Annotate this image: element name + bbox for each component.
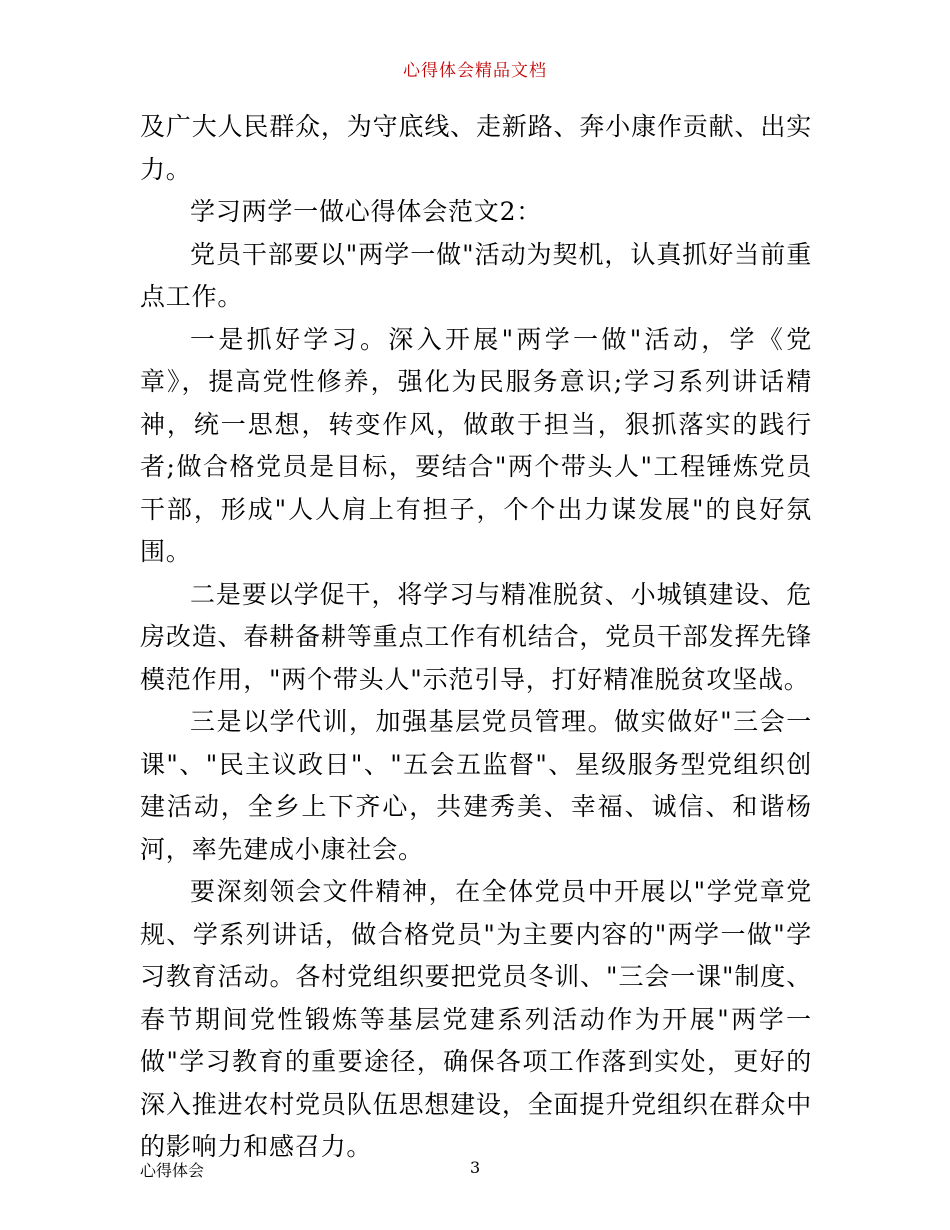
document-body xyxy=(140,106,812,1169)
page-number: 3 xyxy=(470,1158,481,1177)
document-header-title: 心得体会精品文档 xyxy=(403,61,547,81)
paragraph-section-heading: 学习两学一做心得体会范文2： xyxy=(190,197,543,226)
paragraph-continuation: 及广大人民群众，为守底线、走新路、奔小康作贡献、出实力。 xyxy=(140,112,812,184)
paragraph-point-one: 一是抓好学习。深入开展"两学一做"活动，学《党章》，提高党性修养，强化为民服务意识;学习系列讲话精神，统一思想，转变作风，做敢于担当，狠抓落实的践行者;做合格党员是目标，要结合"两个带头人"工程锤炼党员干部，形成"人人肩上有担子，个个出力谋发展"的良好氛围。 xyxy=(140,324,812,566)
paragraph-conclusion: 要深刻领会文件精神，在全体党员中开展以"学党章党规、学系列讲话，做合格党员"为主要内容的"两学一做"学习教育活动。各村党组织要把党员冬训、"三会一课"制度、春节期间党性锻炼等基层党建系列活动作为开展"两学一做"学习教育的重要途径，确保各项工作落到实处，更好的深入推进农村党员队伍思想建设，全面提升党组织在群众中的影响力和感召力。 xyxy=(140,877,812,1161)
paragraph-point-three: 三是以学代训，加强基层党员管理。做实做好"三会一课"、"民主议政日"、"五会五监督"、星级服务型党组织创建活动，全乡上下齐心，共建秀美、幸福、诚信、和谐杨河，率先建成小康社会。 xyxy=(140,707,812,864)
paragraph-point-two: 二是要以学促干，将学习与精准脱贫、小城镇建设、危房改造、春耕备耕等重点工作有机结合，党员干部发挥先锋模范作用，"两个带头人"示范引导，打好精准脱贫攻坚战。 xyxy=(140,579,812,694)
paragraph-intro: 党员干部要以"两学一做"活动为契机，认真抓好当前重点工作。 xyxy=(140,239,812,311)
footer-label: 心得体会 xyxy=(140,1161,205,1180)
